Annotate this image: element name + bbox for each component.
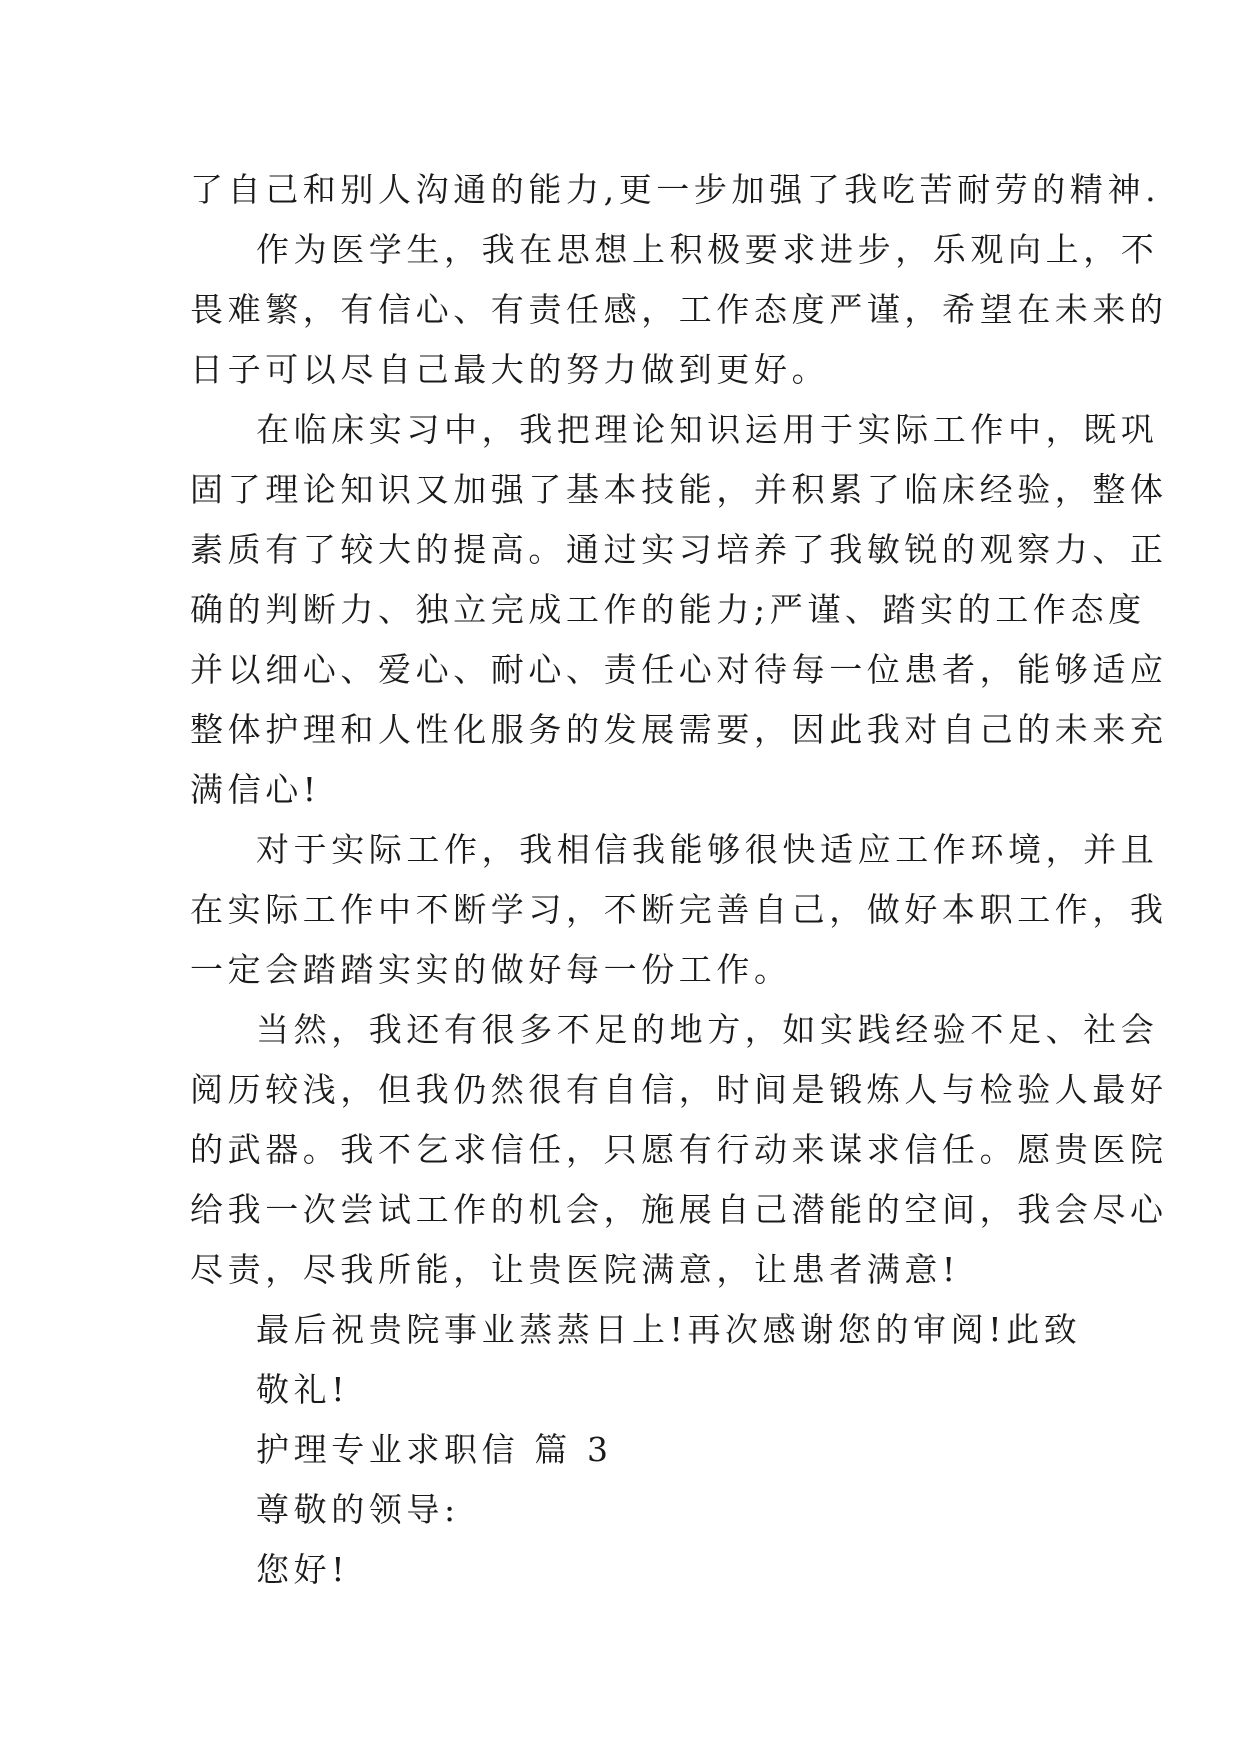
closing-line: 最后祝贵院事业蒸蒸日上!再次感谢您的审阅!此致 bbox=[256, 1310, 1082, 1349]
paragraph-line: 固了理论知识又加强了基本技能，并积累了临床经验，整体 bbox=[190, 470, 1168, 509]
salutation-closing: 敬礼! bbox=[256, 1370, 350, 1409]
paragraph-line: 确的判断力、独立完成工作的能力;严谨、踏实的工作态度 bbox=[190, 590, 1146, 629]
paragraph-line: 畏难繁，有信心、有责任感，工作态度严谨，希望在未来的 bbox=[190, 290, 1168, 329]
paragraph-line: 阅历较浅，但我仍然很有自信，时间是锻炼人与检验人最好 bbox=[190, 1070, 1168, 1109]
paragraph-line: 了自己和别人沟通的能力,更一步加强了我吃苦耐劳的精神. bbox=[190, 170, 1161, 209]
paragraph-line: 尽责，尽我所能，让贵医院满意，让患者满意! bbox=[190, 1250, 960, 1289]
paragraph-line: 给我一次尝试工作的机会，施展自己潜能的空间，我会尽心 bbox=[190, 1190, 1168, 1229]
greeting-hello: 您好! bbox=[256, 1550, 350, 1589]
paragraph-line: 一定会踏踏实实的做好每一份工作。 bbox=[190, 950, 792, 989]
paragraph-line: 日子可以尽自己最大的努力做到更好。 bbox=[190, 350, 830, 389]
paragraph-line: 在实际工作中不断学习，不断完善自己，做好本职工作，我 bbox=[190, 890, 1168, 929]
paragraph-line: 作为医学生，我在思想上积极要求进步，乐观向上，不 bbox=[256, 230, 1159, 269]
paragraph-line: 并以细心、爱心、耐心、责任心对待每一位患者，能够适应 bbox=[190, 650, 1168, 689]
greeting-recipient: 尊敬的领导: bbox=[256, 1490, 460, 1529]
paragraph-line: 对于实际工作，我相信我能够很快适应工作环境，并且 bbox=[256, 830, 1159, 869]
paragraph-line: 的武器。我不乞求信任，只愿有行动来谋求信任。愿贵医院 bbox=[190, 1130, 1168, 1169]
section-heading: 护理专业求职信 篇 3 bbox=[256, 1430, 613, 1469]
paragraph-line: 当然，我还有很多不足的地方，如实践经验不足、社会 bbox=[256, 1010, 1159, 1049]
paragraph-line: 在临床实习中，我把理论知识运用于实际工作中，既巩 bbox=[256, 410, 1159, 449]
paragraph-line: 素质有了较大的提高。通过实习培养了我敏锐的观察力、正 bbox=[190, 530, 1168, 569]
paragraph-line: 整体护理和人性化服务的发展需要，因此我对自己的未来充 bbox=[190, 710, 1168, 749]
paragraph-line: 满信心! bbox=[190, 770, 321, 809]
